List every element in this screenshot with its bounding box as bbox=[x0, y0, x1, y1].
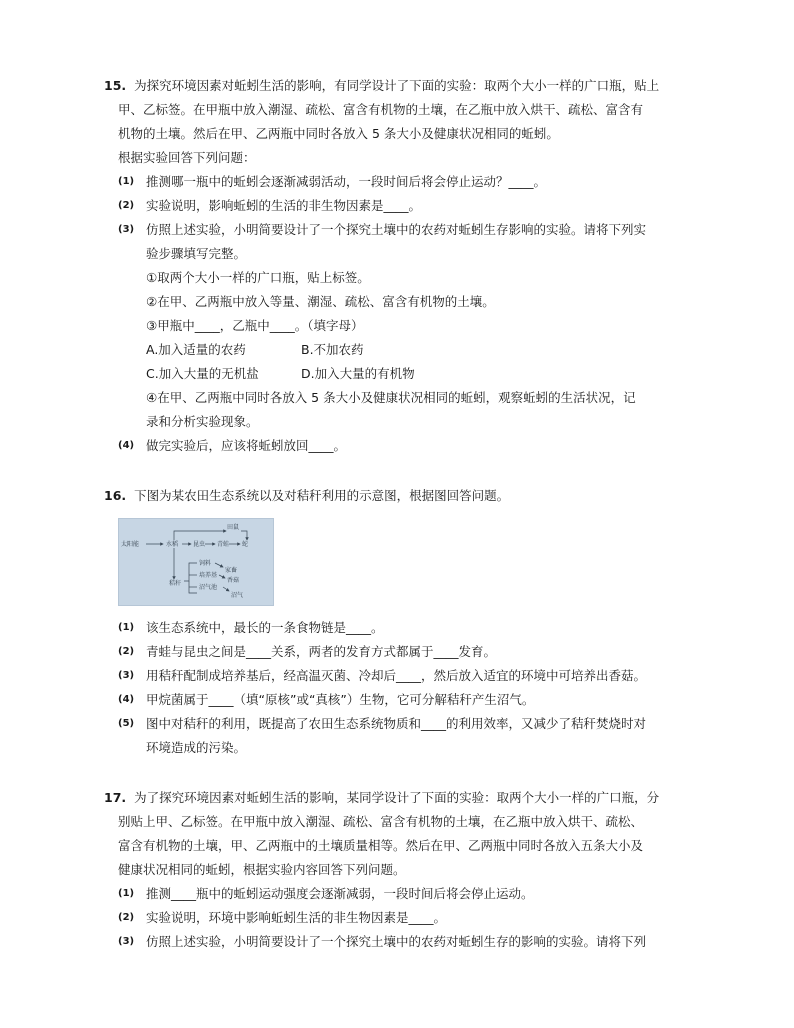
question-number: 15. bbox=[104, 78, 127, 93]
question-15-step-2: ②在甲、乙两瓶中放入等量、潮湿、疏松、富含有机物的土壤。 bbox=[146, 294, 495, 309]
arrow-feed-livestock bbox=[215, 563, 223, 567]
label-feed: 饲料 bbox=[199, 560, 212, 567]
label-rice: 水稻 bbox=[166, 541, 179, 548]
question-number: 16. bbox=[104, 488, 127, 503]
label-mouse: 田鼠 bbox=[227, 524, 240, 531]
label-biogas-pool: 沼气池 bbox=[199, 584, 218, 591]
question-15-sub-4: (4) 做完实验后，应该将蚯蚓放回____。 bbox=[104, 434, 709, 458]
question-16-subs bbox=[104, 616, 709, 760]
question-17-stem-line-1: 17. 为了探究环境因素对蚯蚓生活的影响，某同学设计了下面的实验：取两个大小一样的广口瓶，分 bbox=[104, 790, 660, 805]
sub-number: (4) bbox=[118, 440, 135, 451]
question-15-sub-3: (3) 仿照上述实验，小明简要设计了一个探究土壤中的农药对蚯蚓生存影响的实验。请将下列实 bbox=[104, 218, 709, 242]
question-15-options-ab bbox=[104, 338, 709, 362]
question-15-stem-line-3: 机物的土壤。然后在甲、乙两瓶中同时各放入 5 条大小及健康状况相同的蚯蚓。 bbox=[118, 126, 559, 141]
question-number: 17. bbox=[104, 790, 127, 805]
label-frog: 青蛙 bbox=[217, 541, 230, 548]
sub-number: (5) bbox=[118, 718, 135, 729]
question-16-sub-3: (3) 用秸秆配制成培养基后，经高温灭菌、冷却后____，然后放入适宜的环境中可培养出香菇。 bbox=[104, 664, 709, 688]
option-b: B.不加农药 bbox=[301, 342, 364, 357]
sub-number: (2) bbox=[118, 646, 135, 657]
arrow-pool-biogas bbox=[223, 587, 229, 591]
question-16-stem: 16. 下图为某农田生态系统以及对秸秆利用的示意图，根据图回答问题。 bbox=[104, 488, 510, 503]
question-17-sub-2: (2) 实验说明，环境中影响蚯蚓生活的非生物因素是____。 bbox=[104, 906, 709, 930]
arrow-mouse-snake bbox=[241, 531, 247, 540]
question-17-stem-line-2: 别贴上甲、乙标签。在甲瓶中放入潮湿、疏松、富含有机物的土壤，在乙瓶中放入烘干、疏松、 bbox=[118, 814, 644, 829]
question-15-sub-2: (2) 实验说明，影响蚯蚓的生活的非生物因素是____。 bbox=[104, 194, 709, 218]
question-17-sub-1: (1) 推测____瓶中的蚯蚓运动强度会逐渐减弱，一段时间后将会停止运动。 bbox=[104, 882, 709, 906]
question-15-stem-line-2: 甲、乙标签。在甲瓶中放入潮湿、疏松、富含有机物的土壤，在乙瓶中放入烘干、疏松、富含有 bbox=[118, 102, 644, 117]
branch-feed bbox=[184, 563, 197, 581]
sub-number: (1) bbox=[118, 622, 135, 633]
label-straw: 秸秆 bbox=[169, 580, 182, 587]
sub-number: (2) bbox=[118, 200, 135, 211]
sub-number: (3) bbox=[118, 670, 135, 681]
question-17-stem-line-3: 富含有机物的土壤，甲、乙两瓶中的土壤质量相等。然后在甲、乙两瓶中同时各放入五条大小及 bbox=[118, 838, 644, 853]
arrow-substrate-mushroom bbox=[219, 575, 225, 578]
label-substrate: 培养基 bbox=[199, 572, 218, 579]
sub-number: (3) bbox=[118, 936, 135, 947]
ecosystem-diagram bbox=[118, 518, 274, 606]
question-15-sub-3-line-2: 验步骤填写完整。 bbox=[146, 246, 247, 261]
question-16-sub-1: (1) 该生态系统中，最长的一条食物链是____。 bbox=[104, 616, 709, 640]
sub-number: (2) bbox=[118, 912, 135, 923]
question-16-sub-4: (4) 甲烷菌属于____（填“原核”或“真核”）生物，它可分解秸秆产生沼气。 bbox=[104, 688, 709, 712]
question-15-step-4: ④在甲、乙两瓶中同时各放入 5 条大小及健康状况相同的蚯蚓，观察蚯蚓的生活状况，记 bbox=[146, 390, 636, 405]
question-15-options-cd bbox=[104, 362, 709, 386]
question-17-stem-line-4: 健康状况相同的蚯蚓，根据实验内容回答下列问题。 bbox=[118, 862, 406, 877]
question-16 bbox=[104, 484, 709, 508]
question-15-step-3: ③甲瓶中____，乙瓶中____。（填字母） bbox=[146, 318, 364, 333]
question-15 bbox=[104, 74, 709, 458]
question-16-sub-5-line-2: 环境造成的污染。 bbox=[146, 740, 247, 755]
question-16-sub-5: (5) 图中对秸秆的利用，既提高了农田生态系统物质和____的利用效率，又减少了秸秆焚烧时对 bbox=[104, 712, 709, 736]
sub-number: (3) bbox=[118, 224, 135, 235]
question-15-step-1: ①取两个大小一样的广口瓶，贴上标签。 bbox=[146, 270, 370, 285]
sub-number: (1) bbox=[118, 176, 135, 187]
question-17-sub-3: (3) 仿照上述实验，小明简要设计了一个探究土壤中的农药对蚯蚓生存的影响的实验。请将下列 bbox=[104, 930, 709, 954]
option-c: C.加入大量的无机盐 bbox=[146, 366, 259, 381]
label-biogas: 沼气 bbox=[231, 592, 244, 599]
label-sun: 太阳能 bbox=[121, 541, 140, 548]
food-web-svg bbox=[119, 519, 273, 605]
arrow-rice-mouse bbox=[174, 531, 226, 540]
option-a: A.加入适量的农药 bbox=[146, 342, 246, 357]
sub-number: (4) bbox=[118, 694, 135, 705]
option-d: D.加入大量的有机物 bbox=[301, 366, 415, 381]
question-15-stem-line-1: 15. 为探究环境因素对蚯蚓生活的影响，有同学设计了下面的实验：取两个大小一样的广口瓶，贴上 bbox=[104, 78, 660, 93]
sub-number: (1) bbox=[118, 888, 135, 899]
question-16-sub-2: (2) 青蛙与昆虫之间是____关系，两者的发育方式都属于____发育。 bbox=[104, 640, 709, 664]
question-15-sub-1: (1) 推测哪一瓶中的蚯蚓会逐渐减弱活动，一段时间后将会停止运动？____。 bbox=[104, 170, 709, 194]
label-livestock: 家畜 bbox=[225, 567, 238, 574]
label-insect: 昆虫 bbox=[193, 541, 206, 548]
question-15-intro: 根据实验回答下列问题： bbox=[118, 150, 256, 165]
label-snake: 蛇 bbox=[242, 541, 249, 548]
question-15-step-4-line-2: 录和分析实验现象。 bbox=[146, 414, 259, 429]
label-mushroom: 香菇 bbox=[227, 577, 240, 584]
question-17 bbox=[104, 786, 709, 954]
